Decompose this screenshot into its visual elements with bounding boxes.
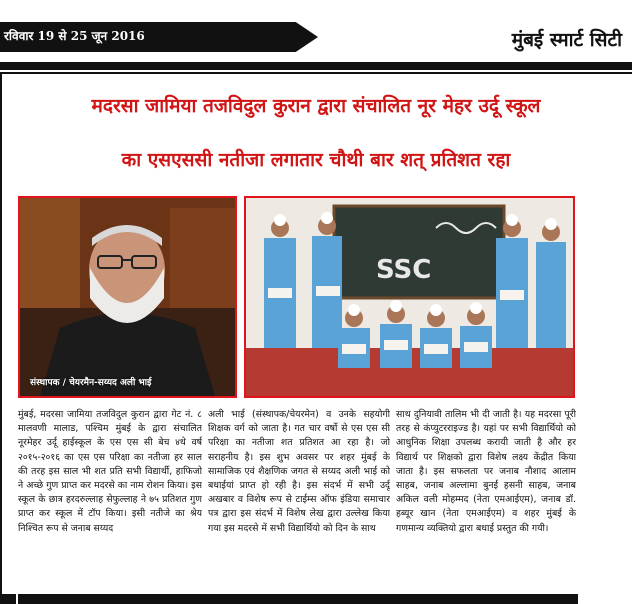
founder-portrait	[18, 196, 237, 398]
issue-date: रविवार 19 से 25 जून 2016	[4, 29, 145, 43]
headline-line-1: मदरसा जामिया तजविदुल कुरान द्वारा संचालित नूर मेहर उर्दू स्कूल	[91, 95, 541, 117]
left-border	[0, 74, 2, 604]
section-title: मुंबई स्मार्ट सिटी	[511, 29, 622, 51]
header-rule	[0, 62, 632, 70]
headline-line-2: का एसएससी नतीजा लगातार चौथी बार शत् प्रतिशत रहा	[121, 149, 511, 171]
portrait-illustration	[20, 198, 235, 396]
footer-rule-left	[0, 594, 16, 604]
article-column-1: मुंबई, मदरसा जामिया तजविदुल कुरान द्वारा गेट नं. ८ मालवणी मालाड, पश्चिम मुंबई के द्वारा संचालित नूरमेहर उर्दू हाईस्कूल के एस एस सी बेच ४थे वर्ष २०१५-२०१६ का एस एस परिक्षा का नतीजा हर साल की तरह इस साल भी शत प्रति सभी विद्यार्थी, हाफिजो ने अच्छे गुण प्राप्त कर मदरसे का नाम रोशन किया। इस स्कूल के छात्र हरदरुल्लाह सेफुल्लाह ने ७५ प्रतिशत गुण प्राप्त कर स्कूल में टॉप किया। इसी नतीजे का श्रेय निश्चित रूप से जनाब सय्यद	[18, 409, 202, 534]
footer-rule	[18, 594, 578, 604]
article-column-2: अली भाई (संस्थापक/चेयरमेन) व उनके सहयोगी शिक्षक वर्ग को जाता है। गत चार वर्षो से एस एस सी परिक्षा का नतीजा शत प्रतिशत आ रहा है। जो सराहनीय है। इस शुभ अवसर पर शहर मुंबई के सामाजिक एवं शैक्षणिक जगत से सय्यद अली भाई को बधाईयां प्राप्त हो रही है। इस संदर्भ में सभी उर्दू अखबार व विशेष रूप से टाईम्स ऑफ इंडिया समाचार पत्र द्वारा इस संदर्भ में विशेष लेख द्वारा उल्लेख किया गया इस मदरसे में सभी विद्यार्थियो को दिन के साथ	[208, 409, 390, 534]
header-rule-thin	[0, 72, 632, 74]
students-illustration	[246, 198, 573, 396]
students-photo	[244, 196, 575, 398]
portrait-caption: संस्थापक / चेयरमैन-सय्यद अली भाई	[30, 378, 152, 388]
article-column-3: साथ दुनियावी तालिम भी दी जाती है। यह मदरसा पूरी तरह से कंप्युटरराइज्ड है। यहां पर सभी विद्यार्थियो को आधुनिक शिक्षा उपलब्ध करायी जाती है और हर विद्यार्थ पर शिक्षको द्वारा विशेष लक्ष्य केंद्रीत किया जाता है। इस सफलता पर जनाब नौशाद आलाम साहब, जनाब अल्लामा बुनई हसनी साहब, जनाब अकिल वली मोहम्मद (नेता एमआईएम), जनाब डॉ. हब्यूर खान (नेता एमआईएम) व शहर मुंबई के गणमान्य व्यक्तियो द्वारा बधाई प्रस्तुत की गयी।	[396, 409, 576, 534]
board-ssc-text: SSC	[376, 255, 432, 285]
